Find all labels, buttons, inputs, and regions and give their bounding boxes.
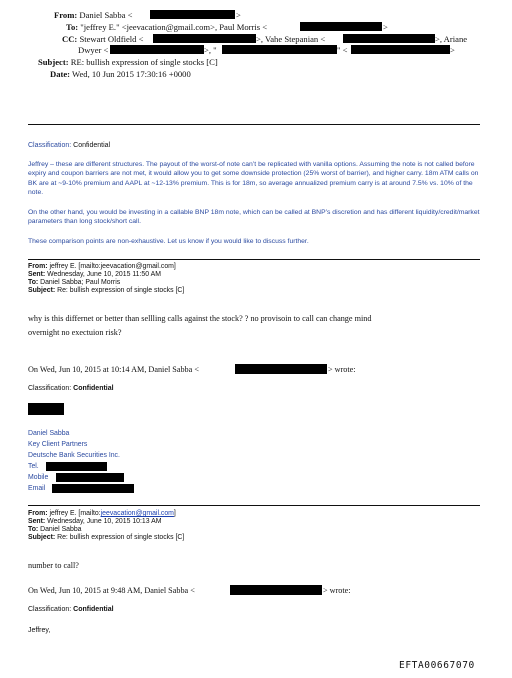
quote1-subject-label: Subject: [28, 287, 56, 294]
quote2-subject-value: Re: bullish expression of single stocks [C] [57, 534, 185, 541]
quote1-body-line: overnight no exectuion risk? [28, 328, 122, 337]
quote-divider [28, 505, 480, 506]
classification-value: Confidential [73, 142, 111, 149]
quote2-sent-value: Wednesday, June 10, 2015 10:13 AM [47, 518, 162, 525]
cc-line2c: " < [337, 45, 348, 55]
classification-value: Confidential [73, 385, 114, 392]
quote1-body-line: why is this differnet or better than sellling calls against the stock? ? no provisoin to call can change mind [28, 314, 372, 323]
cc-value: Stewart Oldfield < [79, 34, 144, 44]
classification-line [28, 142, 110, 149]
reply-paragraph: These comparison points are non-exhaustive. Let us know if you would like to discuss further. [28, 238, 309, 245]
date-label: Date: [50, 69, 71, 79]
signature-tel: Tel. [28, 463, 39, 470]
classification-value: Confidential [73, 606, 114, 613]
cc-row [62, 34, 143, 44]
redaction-block [110, 45, 204, 54]
from-row [54, 10, 132, 20]
quote2-from [28, 510, 176, 518]
signature-title: Key Client Partners [28, 441, 88, 448]
classification-line [28, 606, 114, 613]
quote2-to-label: To: [28, 526, 39, 533]
quote2-to-value: Daniel Sabba [40, 526, 82, 533]
from-label: From: [54, 10, 78, 20]
cc-mid1: >, Vahe Stepanian < [256, 34, 326, 44]
quote2-sent [28, 518, 161, 526]
quote1-subject [28, 287, 184, 295]
cc-line2b: >, " [204, 45, 217, 55]
from-value: Daniel Sabba < [79, 10, 133, 20]
quote2-greeting: Jeffrey, [28, 627, 51, 634]
redaction-block [351, 45, 450, 54]
quote1-to [28, 279, 120, 287]
quote1-wrote-suffix: > wrote: [328, 365, 356, 374]
signature-mobile: Mobile [28, 474, 49, 481]
quote2-subject [28, 534, 184, 542]
redaction-block [230, 585, 322, 595]
reply-paragraph: On the other hand, you would be investing in a callable BNP 18m note, which can be called at BNP’s discretion and has different liquidity/credit/market parameters than long stock/short call. [28, 209, 480, 226]
quote1-wrote-prefix: On Wed, Jun 10, 2015 at 10:14 AM, Daniel Sabba < [28, 365, 199, 374]
subject-row [38, 57, 218, 67]
classification-label: Classification: [28, 142, 72, 149]
to-row [66, 22, 267, 32]
quote1-sent-value: Wednesday, June 10, 2015 11:50 AM [47, 271, 161, 278]
quote2-from-label: From: [28, 510, 48, 517]
to-label: To: [66, 22, 79, 32]
classification-label: Classification: [28, 606, 72, 613]
cc-label: CC: [62, 34, 78, 44]
to-end: > [383, 22, 388, 32]
redaction-block [46, 462, 107, 471]
quote1-sent-label: Sent: [28, 271, 46, 278]
quote2-email-link[interactable]: jeevacation@gmail.com [100, 510, 174, 517]
redaction-block [235, 364, 327, 374]
quote1-to-label: To: [28, 279, 39, 286]
subject-label: Subject: [38, 57, 69, 67]
classification-line [28, 385, 114, 392]
redaction-block [28, 403, 64, 415]
quote2-from-prefix: jeffrey E. [mailto: [49, 510, 101, 517]
quote2-body-line: number to call? [28, 561, 79, 570]
header-divider [28, 124, 480, 125]
quote2-wrote-prefix: On Wed, Jun 10, 2015 at 9:48 AM, Daniel Sabba < [28, 586, 195, 595]
quote1-sent [28, 271, 161, 279]
quote2-wrote-suffix: > wrote: [323, 586, 351, 595]
from-end: > [236, 10, 241, 20]
date-row [50, 69, 191, 79]
quote2-from-suffix: ] [173, 510, 176, 517]
redaction-block [150, 10, 235, 19]
date-value: Wed, 10 Jun 2015 17:30:16 +0000 [72, 69, 191, 79]
redaction-block [300, 22, 382, 31]
reply-paragraph: Jeffrey – these are different structures. The payout of the worst-of note can’t be replicated with vanilla options. Assuming the note is not called before expiry and coupon barriers are not met, it would allow you to get some downside protection (25% worst of barrier), and higher carry. 18m ATM calls on BK are at ~9-10% premium and AAPL at ~12-13% premium. This is for 18m, so average annualized premium carry is at around 7.5% vs. 10% of the note. [28, 161, 479, 197]
classification-label: Classification: [28, 385, 72, 392]
signature-company: Deutsche Bank Securities Inc. [28, 452, 120, 459]
redaction-block [222, 45, 337, 54]
cc-line2a: Dwyer < [78, 45, 109, 55]
quote2-sent-label: Sent: [28, 518, 46, 525]
cc-mid2: >, Ariane [435, 34, 468, 44]
redaction-block [343, 34, 435, 43]
cc-line2d: > [450, 45, 455, 55]
redaction-block [56, 473, 124, 482]
quote1-from [28, 263, 176, 271]
quote2-subject-label: Subject: [28, 534, 56, 541]
quote1-from-value: jeffrey E. [mailto:jeevacation@gmail.com] [49, 263, 176, 270]
to-value: "jeffrey E." <jeevacation@gmail.com>, Paul Morris < [80, 22, 268, 32]
quote1-from-label: From: [28, 263, 48, 270]
quote-divider [28, 259, 480, 260]
quote1-subject-value: Re: bullish expression of single stocks [C] [57, 287, 185, 294]
quote2-to [28, 526, 82, 534]
document-id: EFTA00667070 [399, 660, 475, 671]
redaction-block [52, 484, 134, 493]
signature-email: Email [28, 485, 46, 492]
signature-name: Daniel Sabba [28, 430, 70, 437]
subject-value: RE: bullish expression of single stocks [C] [70, 57, 218, 67]
quote1-to-value: Daniel Sabba; Paul Morris [40, 279, 121, 286]
redaction-block [153, 34, 256, 43]
